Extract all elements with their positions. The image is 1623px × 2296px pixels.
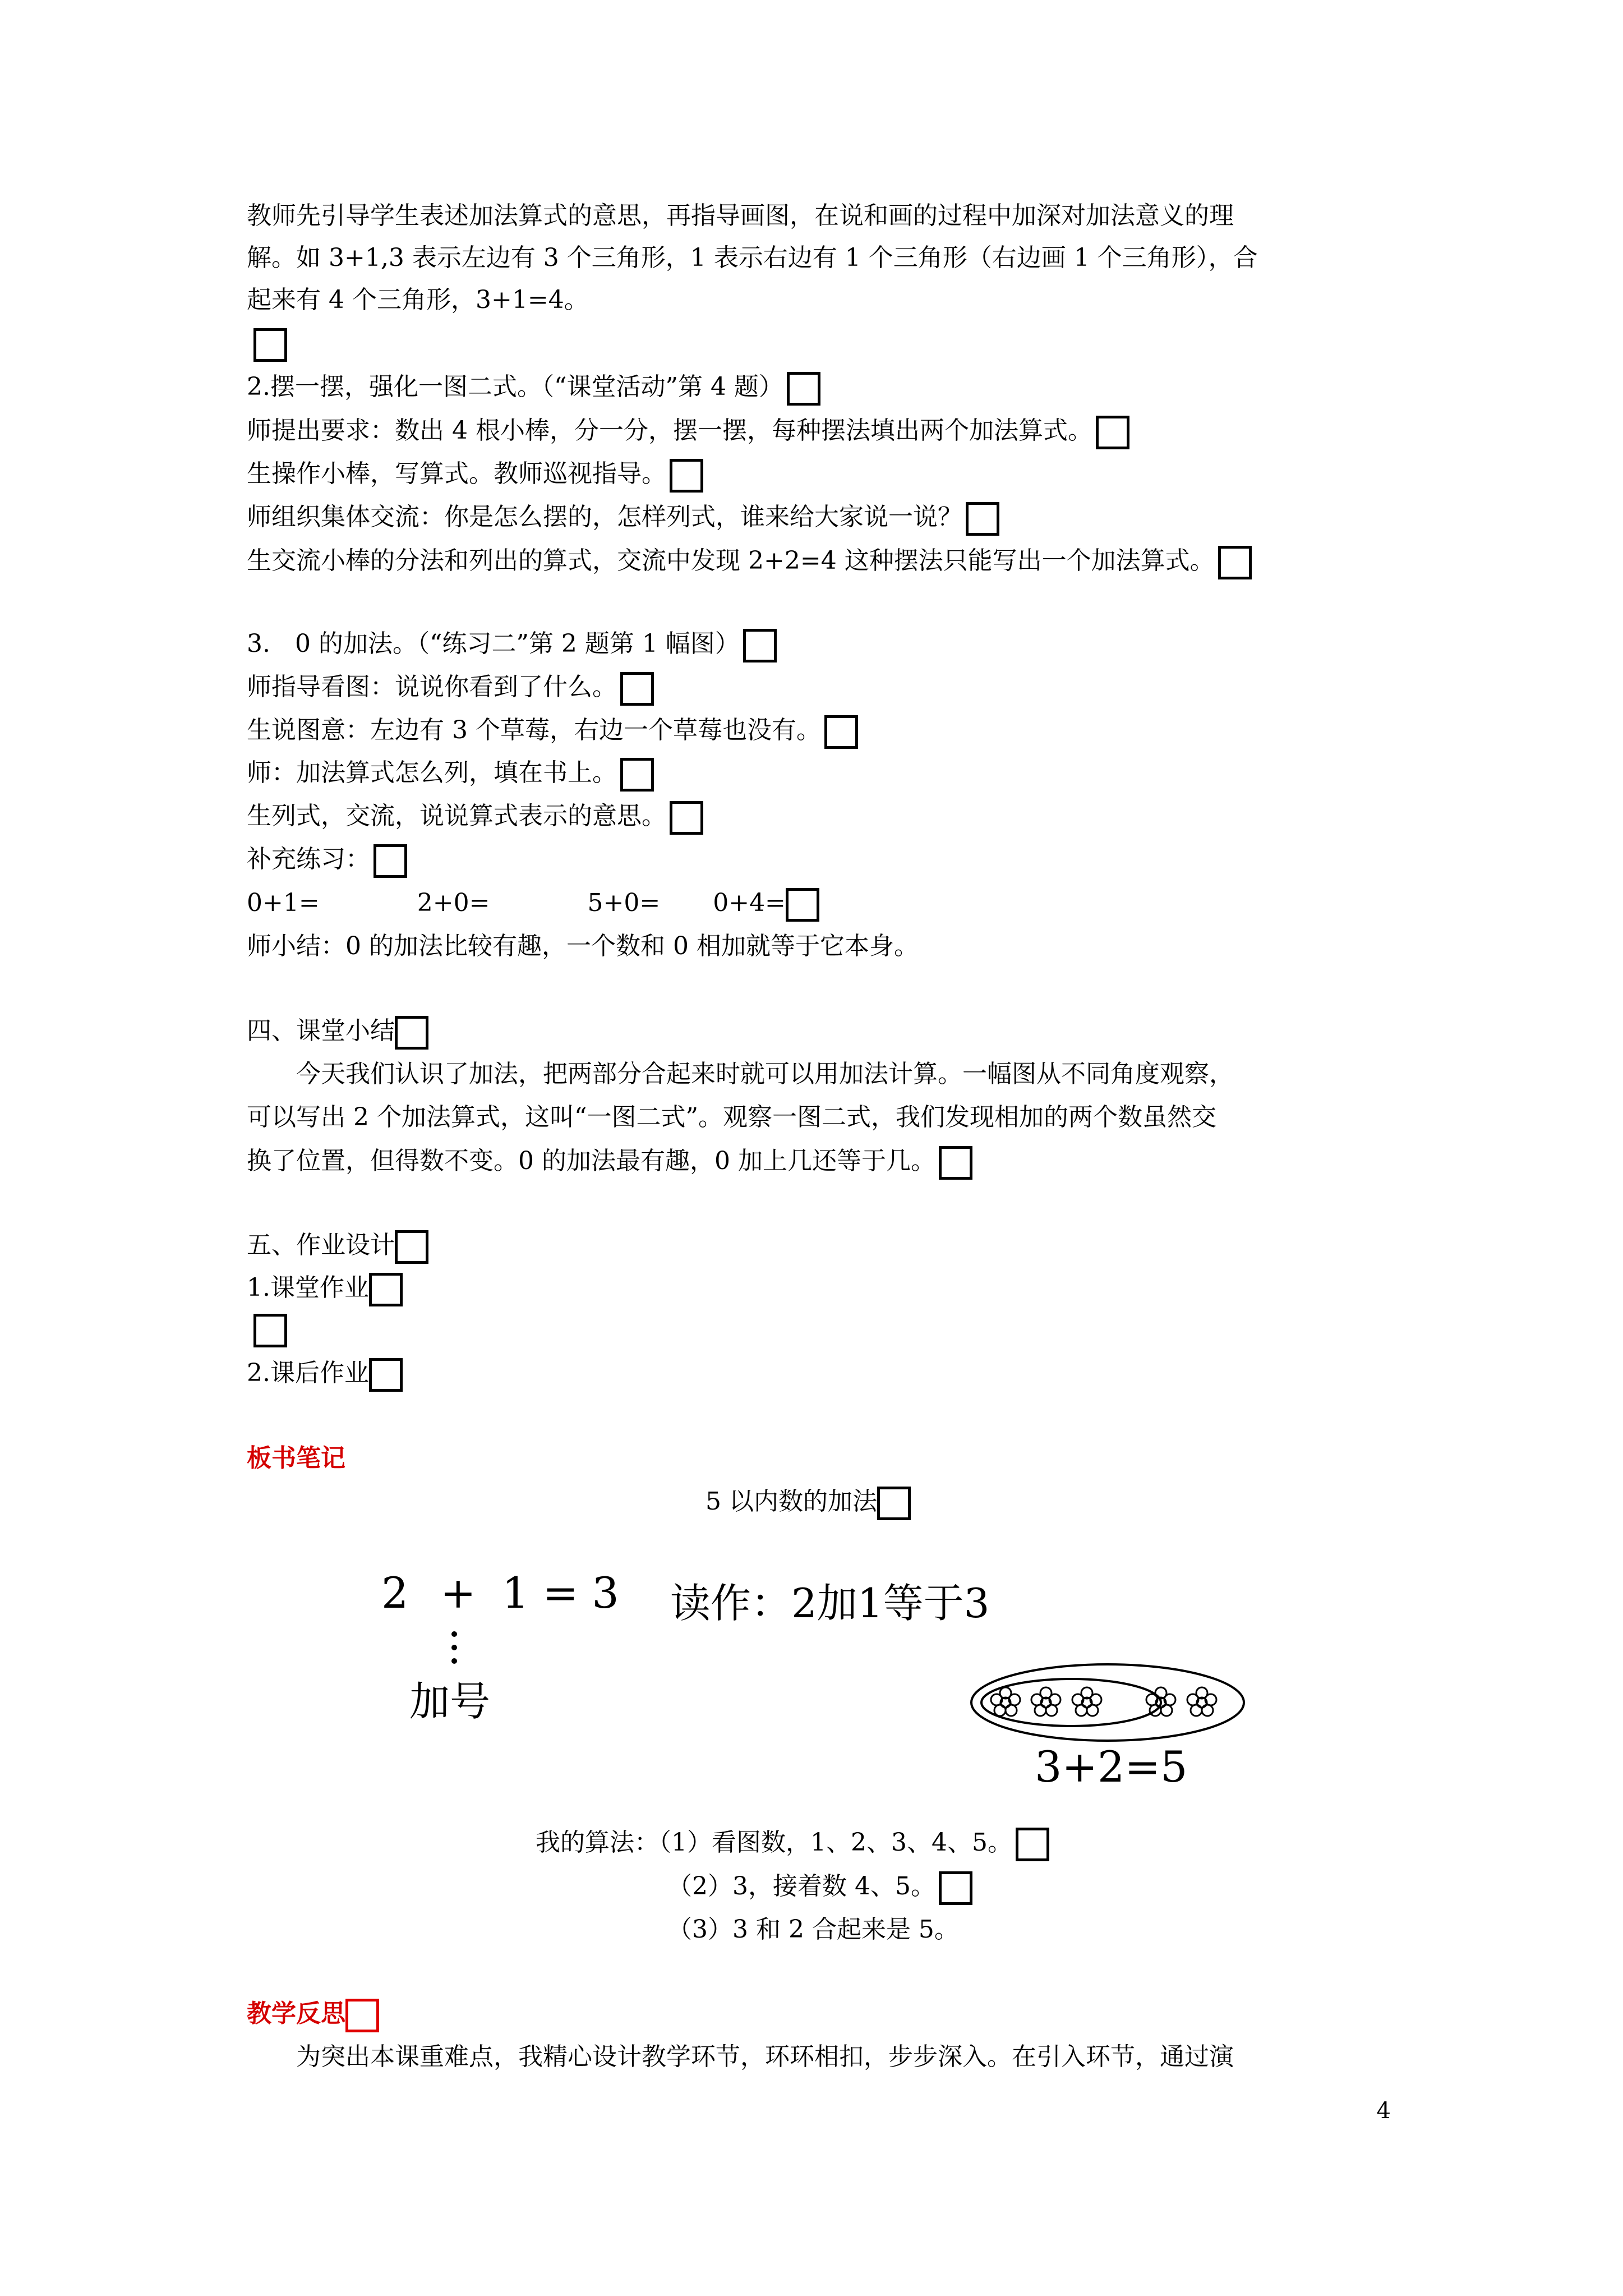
checkbox[interactable] xyxy=(1096,416,1129,449)
equation-rest: 1 = 3 xyxy=(502,1568,619,1618)
checkbox[interactable] xyxy=(395,1230,428,1264)
board-title: 5 以内数的加法 xyxy=(706,1485,911,1520)
flower-oval-illustration xyxy=(967,1660,1248,1745)
checkbox[interactable] xyxy=(369,1358,403,1392)
paragraph-line: 生操作小棒，写算式。教师巡视指导。 xyxy=(247,457,703,493)
exercise-item: 0+4= xyxy=(713,889,786,917)
checkbox[interactable] xyxy=(670,459,703,493)
paragraph-line: 教师先引导学生表述加法算式的意思，再指导画图，在说和画的过程中加深对加法意义的理 xyxy=(247,201,1234,230)
checkbox[interactable] xyxy=(253,1314,287,1347)
method-line: （3）3 和 2 合起来是 5。 xyxy=(667,1915,959,1944)
checkbox[interactable] xyxy=(1218,546,1252,579)
plus-sign-label: 加号 xyxy=(409,1678,491,1725)
checkbox[interactable] xyxy=(939,1871,972,1905)
dotted-pointer xyxy=(443,1630,465,1674)
checkbox[interactable] xyxy=(966,502,999,536)
checkbox[interactable] xyxy=(877,1487,911,1520)
checkbox[interactable] xyxy=(743,629,777,662)
checkbox[interactable] xyxy=(786,888,819,922)
paragraph-line: 师指导看图：说说你看到了什么。 xyxy=(247,670,654,706)
paragraph-line: 解。如 3+1,3 表示左边有 3 个三角形，1 表示右边有 1 个三角形（右边画 1 个三角形），合 xyxy=(247,243,1258,272)
board-notes-heading: 板书笔记 xyxy=(247,1444,345,1473)
paragraph-line: 生说图意：左边有 3 个草莓，右边一个草莓也没有。 xyxy=(247,714,858,749)
checkbox[interactable] xyxy=(787,372,820,406)
checkbox[interactable] xyxy=(395,1016,428,1050)
equation-addend-a: 2 xyxy=(381,1568,409,1618)
read-as-label: 读作：2加1等于3 xyxy=(670,1580,990,1627)
checkbox[interactable] xyxy=(253,328,287,362)
method-line: 我的算法：（1）看图数，1、2、3、4、5。 xyxy=(536,1826,1049,1861)
exercise-item: 0+1= xyxy=(247,889,320,917)
exercise-line xyxy=(247,886,819,922)
checkbox[interactable] xyxy=(620,672,654,706)
paragraph-line: 为突出本课重难点，我精心设计教学环节，环环相扣，步步深入。在引入环节，通过演 xyxy=(247,2042,1234,2071)
section-heading: 五、作业设计 xyxy=(247,1228,428,1264)
paragraph-line: 师小结：0 的加法比较有趣，一个数和 0 相加就等于它本身。 xyxy=(247,932,919,960)
paragraph-line: 今天我们认识了加法，把两部分合起来时就可以用加法计算。一幅图从不同角度观察， xyxy=(247,1060,1234,1088)
checkbox[interactable] xyxy=(1016,1828,1049,1861)
paragraph-line: 补充练习： xyxy=(247,843,407,878)
checkbox[interactable] xyxy=(345,1999,379,2032)
method-line: （2）3，接着数 4、5。 xyxy=(667,1870,972,1905)
paragraph-line: 师组织集体交流：你是怎么摆的，怎样列式，谁来给大家说一说？ xyxy=(247,500,999,536)
page-number: 4 xyxy=(1376,2098,1391,2124)
checkbox[interactable] xyxy=(824,715,858,749)
checkbox[interactable] xyxy=(620,758,654,792)
equation-plus-sign: + xyxy=(440,1568,476,1618)
checkbox[interactable] xyxy=(670,801,703,835)
paragraph-line: 1.课堂作业 xyxy=(247,1271,403,1306)
paragraph-line: 3. 0 的加法。（“练习二”第 2 题第 1 幅图） xyxy=(247,627,777,662)
paragraph-line: 师：加法算式怎么列，填在书上。 xyxy=(247,756,654,792)
paragraph-line: 师提出要求：数出 4 根小棒，分一分，摆一摆，每种摆法填出两个加法算式。 xyxy=(247,414,1129,449)
paragraph-line: 2.课后作业 xyxy=(247,1356,403,1392)
checkbox[interactable] xyxy=(369,1273,403,1306)
paragraph-line: 2.摆一摆，强化一图二式。（“课堂活动”第 4 题） xyxy=(247,370,820,406)
exercise-item: 5+0= xyxy=(587,889,661,917)
paragraph-line: 生交流小棒的分法和列出的算式，交流中发现 2+2=4 这种摆法只能写出一个加法算式。 xyxy=(247,544,1252,579)
section-heading: 四、课堂小结 xyxy=(247,1014,428,1050)
reflection-heading: 教学反思 xyxy=(247,1997,379,2032)
paragraph-line: 换了位置，但得数不变。0 的加法最有趣，0 加上几还等于几。 xyxy=(247,1144,972,1180)
flower-equation: 3+2=5 xyxy=(1035,1742,1188,1792)
checkbox[interactable] xyxy=(374,844,407,878)
paragraph-line: 可以写出 2 个加法算式，这叫“一图二式”。观察一图二式，我们发现相加的两个数虽然交 xyxy=(247,1103,1216,1131)
paragraph-line: 起来有 4 个三角形，3+1=4。 xyxy=(247,286,589,314)
checkbox[interactable] xyxy=(939,1146,972,1180)
exercise-item: 2+0= xyxy=(417,889,490,917)
paragraph-line: 生列式，交流，说说算式表示的意思。 xyxy=(247,799,703,835)
